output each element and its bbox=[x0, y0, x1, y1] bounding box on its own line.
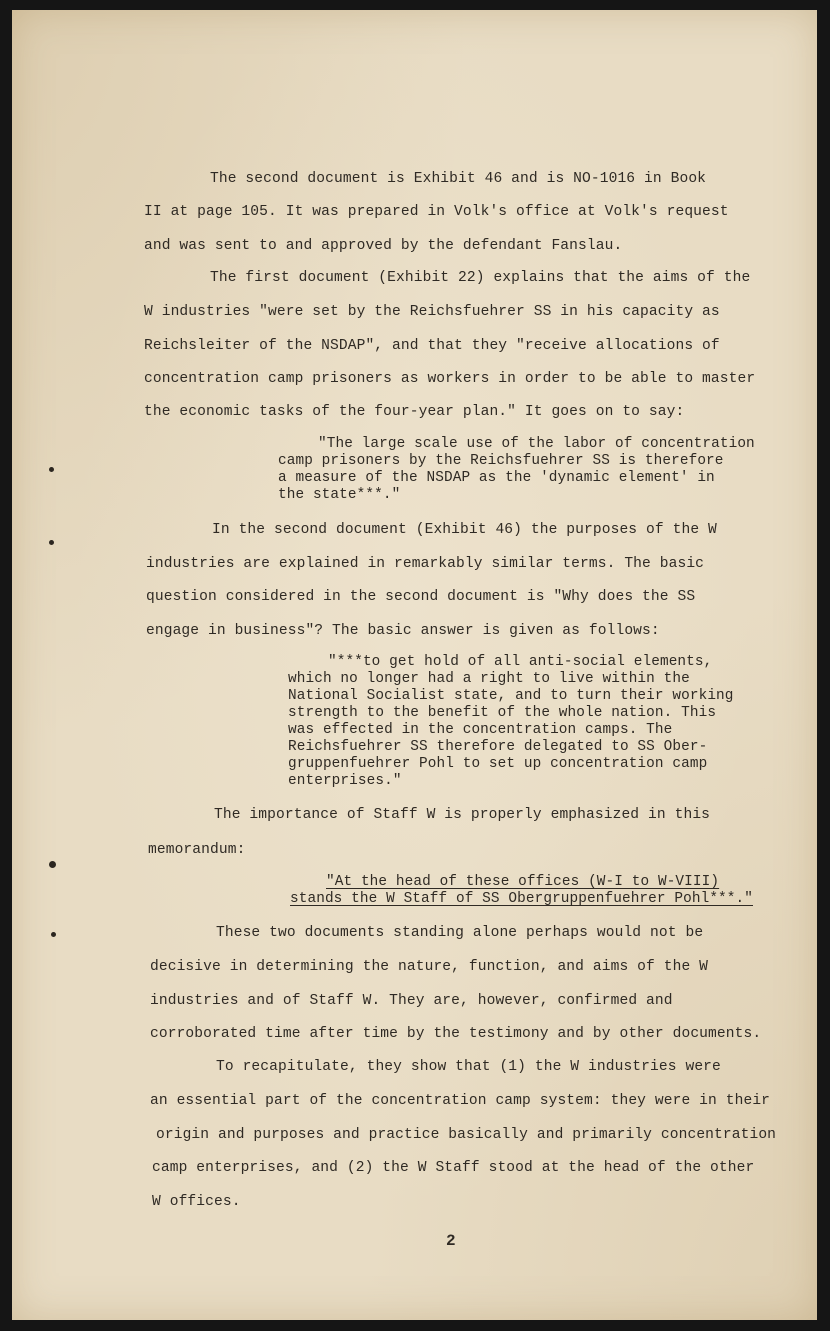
text-line: question considered in the second document is "Why does the SS bbox=[146, 589, 696, 605]
quote-line: stands the W Staff of SS Obergruppenfuehrer Pohl***." bbox=[290, 891, 753, 907]
text-line: an essential part of the concentration camp system: they were in their bbox=[150, 1093, 771, 1109]
text-line: concentration camp prisoners as workers in order to be able to master bbox=[144, 371, 756, 387]
text-line: origin and purposes and practice basically and primarily concentration bbox=[156, 1127, 777, 1143]
quote-line: strength to the benefit of the whole nation. This bbox=[288, 705, 717, 721]
text-line: corroborated time after time by the testimony and by other documents. bbox=[150, 1026, 762, 1042]
quote-line: the state***." bbox=[278, 487, 401, 503]
document-page bbox=[12, 10, 817, 1320]
quote-line: "***to get hold of all anti-social elements, bbox=[328, 654, 713, 670]
text-line: W industries "were set by the Reichsfuehrer SS in his capacity as bbox=[144, 304, 720, 320]
text-line: The importance of Staff W is properly emphasized in this bbox=[214, 807, 711, 823]
text-line: The first document (Exhibit 22) explains that the aims of the bbox=[210, 270, 751, 286]
text-line: The second document is Exhibit 46 and is NO-1016 in Book bbox=[210, 171, 707, 187]
text-line: the economic tasks of the four-year plan." It goes on to say: bbox=[144, 404, 685, 420]
quote-line: "At the head of these offices (W-I to W-VIII) bbox=[326, 874, 720, 890]
quote-line: "The large scale use of the labor of concentration bbox=[318, 436, 755, 452]
text-line: industries and of Staff W. They are, however, confirmed and bbox=[150, 993, 673, 1009]
quote-line: enterprises." bbox=[288, 773, 402, 789]
quote-line: which no longer had a right to live within the bbox=[288, 671, 690, 687]
text-line: To recapitulate, they show that (1) the W industries were bbox=[216, 1059, 721, 1075]
margin-mark bbox=[49, 540, 54, 545]
quote-line: Reichsfuehrer SS therefore delegated to SS Ober- bbox=[288, 739, 708, 755]
text-line: W offices. bbox=[152, 1194, 241, 1210]
text-line: engage in business"? The basic answer is given as follows: bbox=[146, 623, 660, 639]
text-line: camp enterprises, and (2) the W Staff stood at the head of the other bbox=[152, 1160, 755, 1176]
page-number: 2 bbox=[446, 1232, 456, 1250]
text-line: and was sent to and approved by the defendant Fanslau. bbox=[144, 238, 623, 254]
margin-mark bbox=[49, 467, 54, 472]
quote-line: camp prisoners by the Reichsfuehrer SS is therefore bbox=[278, 453, 724, 469]
text-line: In the second document (Exhibit 46) the purposes of the W bbox=[212, 522, 717, 538]
quote-line: a measure of the NSDAP as the 'dynamic element' in bbox=[278, 470, 715, 486]
quote-line: was effected in the concentration camps. The bbox=[288, 722, 673, 738]
margin-mark bbox=[51, 932, 56, 937]
text-line: These two documents standing alone perhaps would not be bbox=[216, 925, 704, 941]
text-line: memorandum: bbox=[148, 842, 246, 858]
text-line: Reichsleiter of the NSDAP", and that they "receive allocations of bbox=[144, 338, 720, 354]
margin-mark bbox=[49, 861, 56, 868]
quote-line: National Socialist state, and to turn their working bbox=[288, 688, 734, 704]
quote-line: gruppenfuehrer Pohl to set up concentration camp bbox=[288, 756, 708, 772]
text-line: industries are explained in remarkably similar terms. The basic bbox=[146, 556, 705, 572]
text-line: decisive in determining the nature, function, and aims of the W bbox=[150, 959, 709, 975]
text-line: II at page 105. It was prepared in Volk's office at Volk's request bbox=[144, 204, 729, 220]
